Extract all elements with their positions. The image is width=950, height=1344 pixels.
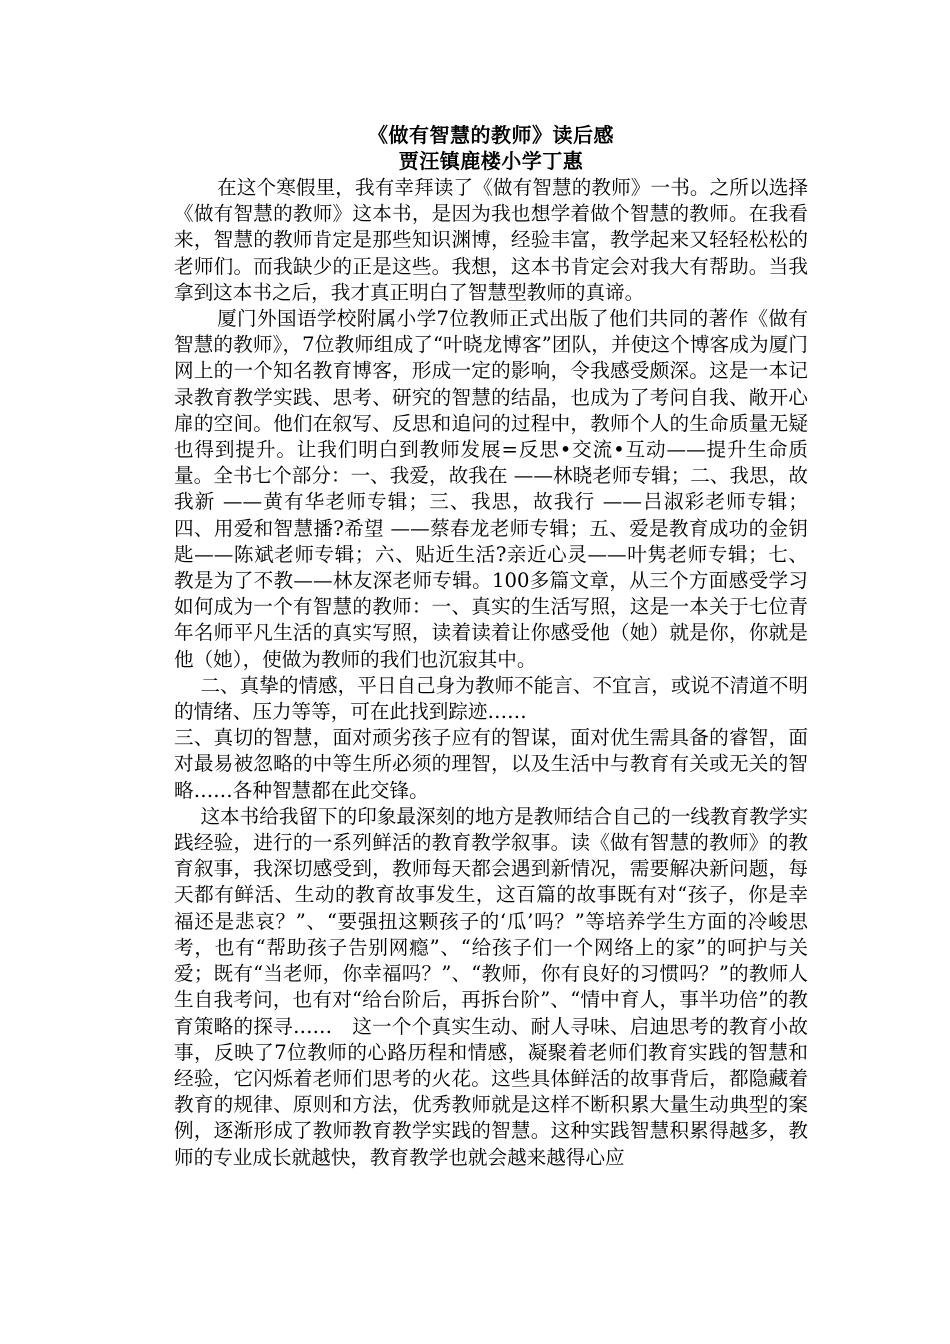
paragraph-point-two: 二、真挚的情感，平日自己身为教师不能言、不宜言，或说不清道不明的情绪、压力等等，可在此找到踪迹…… [174,673,808,724]
document-title: 《做有智慧的教师》读后感 [368,123,614,147]
document-author: 贾汪镇鹿楼小学丁惠 [398,149,584,173]
paragraph-point-three: 三、真切的智慧，面对顽劣孩子应有的智谋，面对优生需具备的睿智，面对最易被忽略的中等生所必须的理智，以及生活中与教育有关或无关的智略……各种智慧都在此交锋。 [174,726,808,802]
paragraph-impression: 这本书给我留下的印象最深刻的地方是教师结合自己的一线教育教学实践经验，进行的一系列鲜活的教育教学叙事。读《做有智慧的教师》的教育叙事，我深切感受到，教师每天都会遇到新情况，需要解决新问题，每天都有鲜活、生动的教育故事发生，这百篇的故事既有对“孩子，你是幸福还是悲哀？”、“要强扭这颗孩子的‘瓜’吗？”等培养学生方面的冷峻思考，也有“帮助孩子告别网瘾”、“给孩子们一个网络上的家”的呵护与关爱；既有“当老师，你幸福吗？”、“教师，你有良好的习惯吗？”的教师人生自我考问，也有对“给台阶后，再拆台阶”、“情中育人，事半功倍”的教育策略的探寻…… 这一个个真实生动、耐人寻味、启迪思考的教育小故事，反映了7位教师的心路历程和情感，凝聚着老师们教育实践的智慧和经验，它闪烁着老师们思考的火花。这些具体鲜活的故事背后，都隐藏着教育的规律、原则和方法，优秀教师就是这样不断积累大量生动典型的案例，逐渐形成了教师教育教学实践的智慧。这种实践智慧积累得越多，教师的专业成长就越快，教育教学也就会越来越得心应 [174,804,808,1169]
paragraph-book-overview: 厦门外国语学校附属小学7位教师正式出版了他们共同的著作《做有智慧的教师》，7位教师组成了“叶晓龙博客”团队，并使这个博客成为厦门网上的一个知名教育博客，形成一定的影响，令我感受颇深。这是一本记录教育教学实践、思考、研究的智慧的结晶，也成为了考问自我、敞开心扉的空间。他们在叙写、反思和追问的过程中，教师个人的生命质量无疑也得到提升。让我们明白到教师发展=反思•交流•互动——提升生命质量。全书七个部分：一、我爱，故我在 ——林晓老师专辑；二、我思，故我新 ——黄有华老师专辑；三、我思，故我行 ——吕淑彩老师专辑；四、用爱和智慧播?希望 ——蔡春龙老师专辑；五、爱是教育成功的金钥匙——陈斌老师专辑；六、贴近生活?亲近心灵——叶隽老师专辑；七、教是为了不教——林友深老师专辑。100多篇文章，从三个方面感受学习如何成为一个有智慧的教师：一、真实的生活写照，这是一本关于七位青年名师平凡生活的真实写照，读着读着让你感受他（她）就是你，你就是他（她），使做为教师的我们也沉寂其中。 [174,307,808,671]
paragraph-intro: 在这个寒假里，我有幸拜读了《做有智慧的教师》一书。之所以选择《做有智慧的教师》这本书，是因为我也想学着做个智慧的教师。在我看来，智慧的教师肯定是那些知识渊博，经验丰富，教学起来又轻轻松松的老师们。而我缺少的正是这些。我想，这本书肯定会对我大有帮助。当我拿到这本书之后，我才真正明白了智慧型教师的真谛。 [174,176,808,304]
document-page [174,122,808,1171]
